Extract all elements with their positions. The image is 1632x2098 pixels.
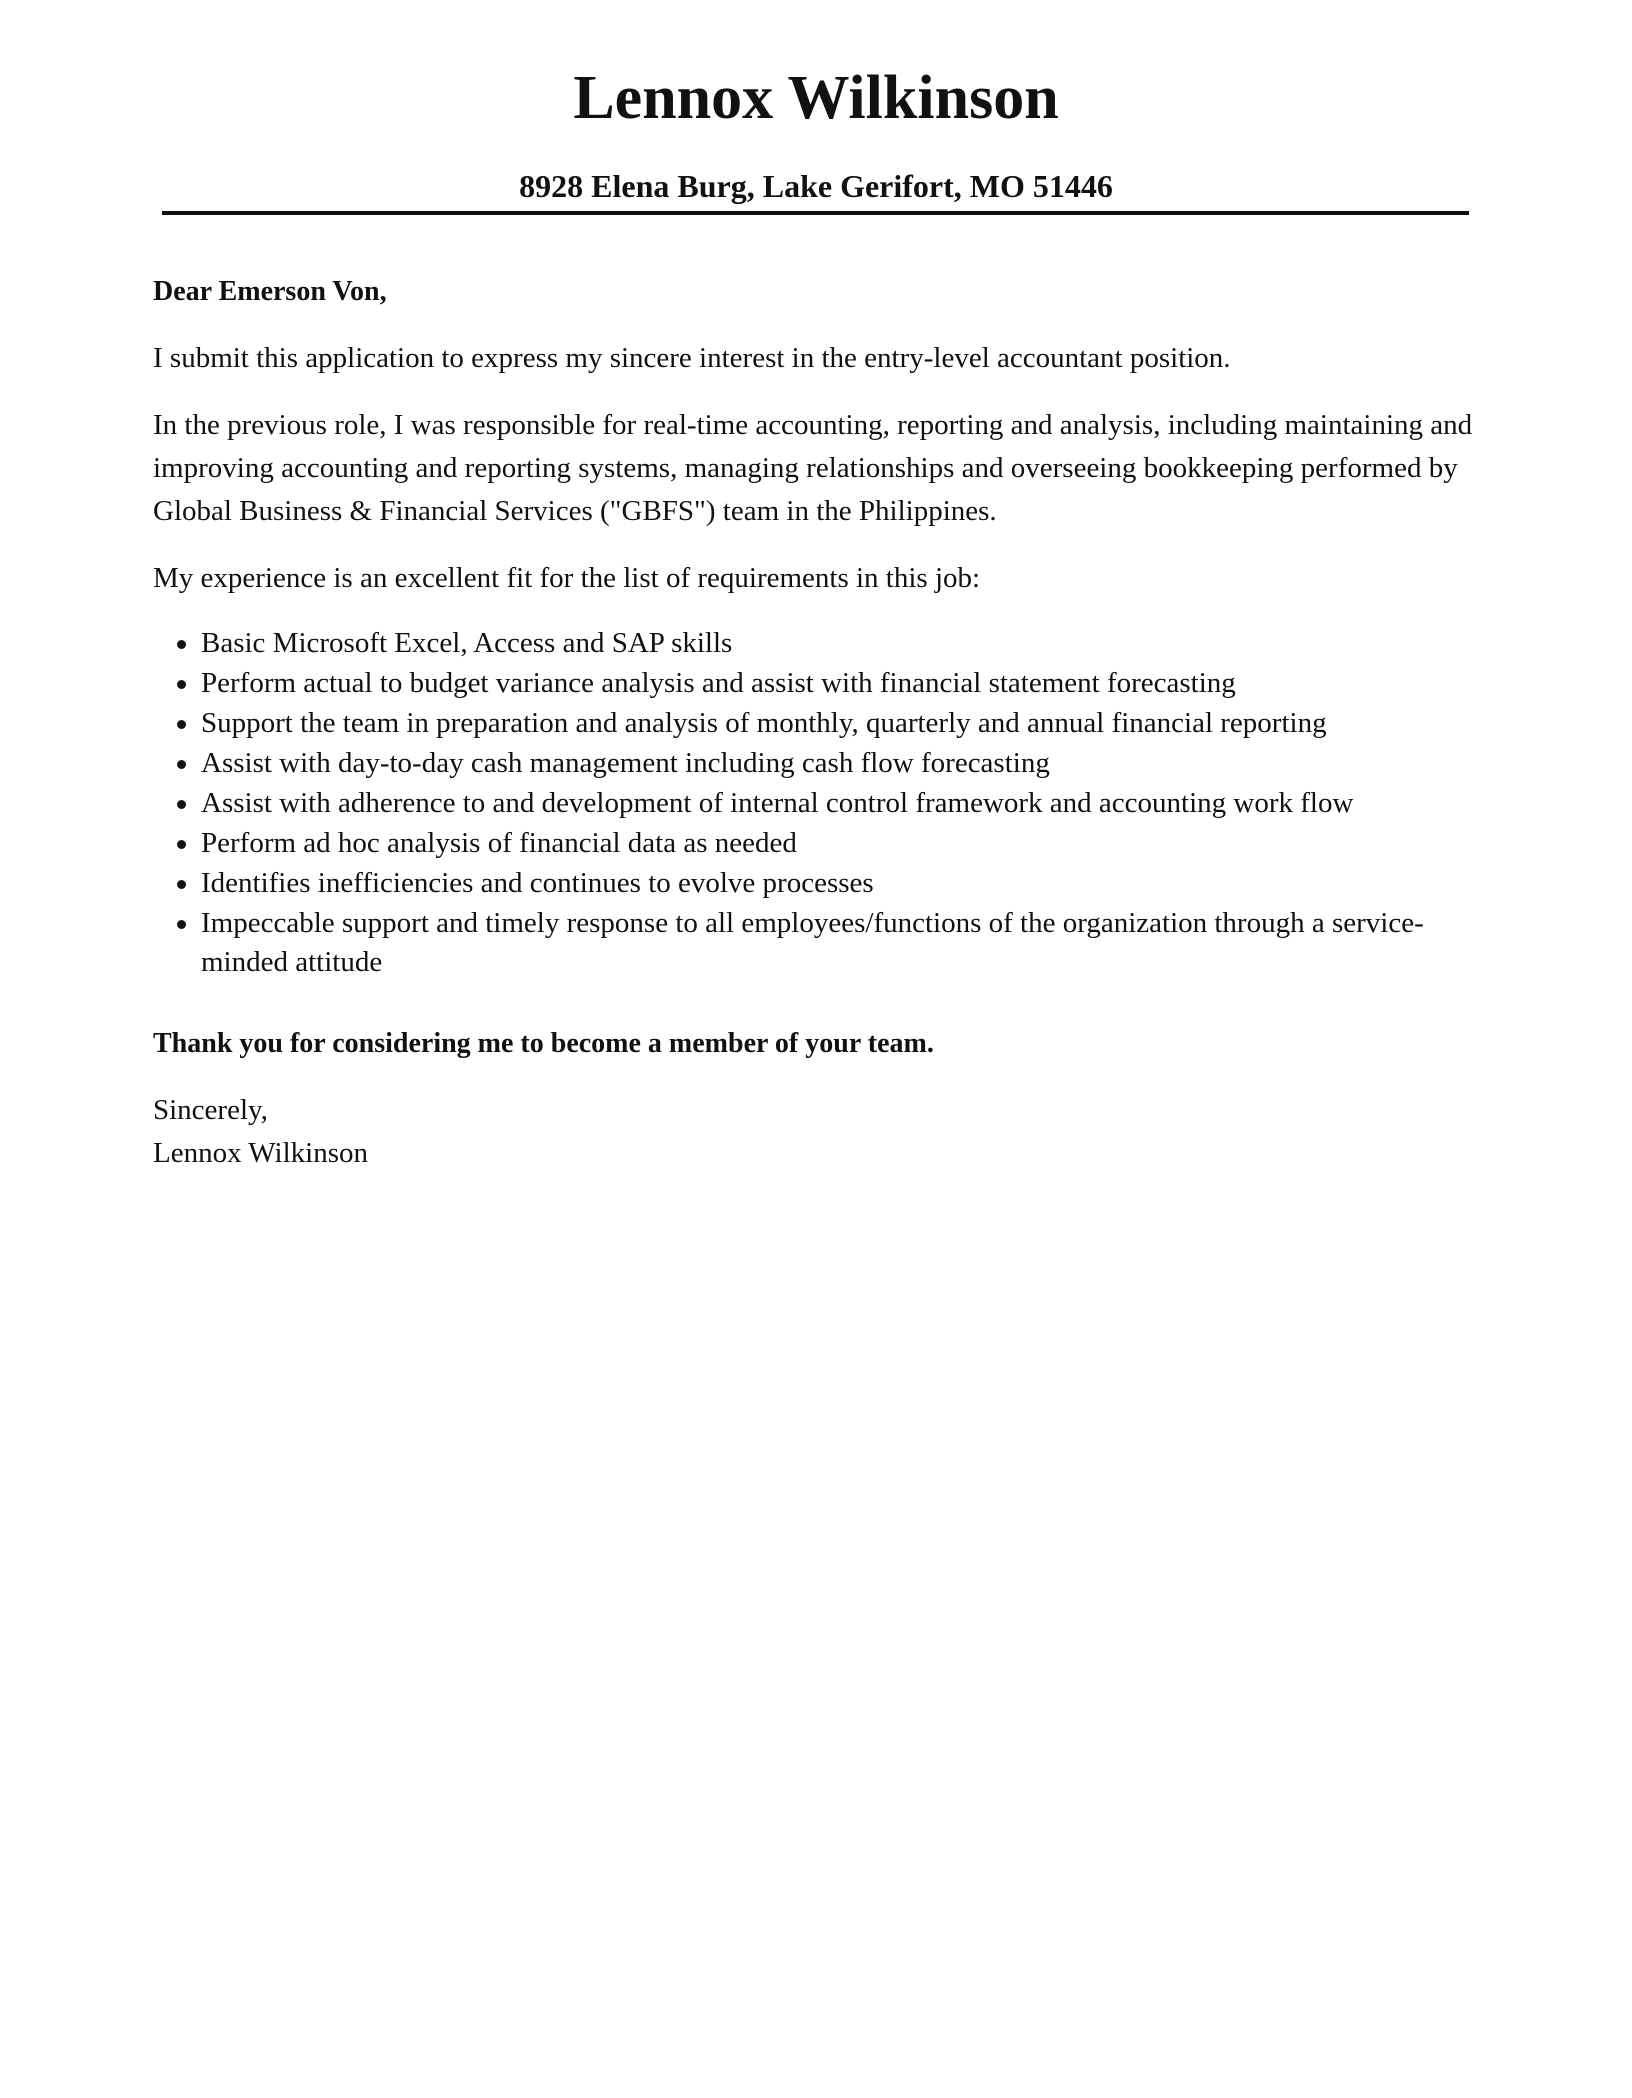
list-item-text: Perform actual to budget variance analysis and assist with financial statement forecasting	[201, 667, 1236, 699]
salutation: Dear Emerson Von,	[153, 276, 387, 307]
list-item-text: Perform ad hoc analysis of financial data as needed	[201, 827, 797, 859]
applicant-name: Lennox Wilkinson	[573, 64, 1059, 132]
list-item	[201, 744, 1483, 783]
closing-block	[153, 1089, 1483, 1175]
list-item	[201, 784, 1483, 823]
signature: Lennox Wilkinson	[153, 1137, 368, 1169]
requirements-list	[153, 624, 1483, 982]
thanks-line: Thank you for considering me to become a member of your team.	[153, 1028, 934, 1059]
letter-body	[153, 270, 1483, 1175]
closing-line: Sincerely,	[153, 1094, 268, 1126]
bullet-icon	[177, 760, 186, 769]
list-item	[201, 624, 1483, 663]
list-item-text: Basic Microsoft Excel, Access and SAP skills	[201, 627, 733, 659]
list-item-text: Impeccable support and timely response to all employees/functions of the organization through a service-minded attitude	[201, 907, 1424, 978]
list-item	[201, 904, 1483, 982]
list-item	[201, 664, 1483, 703]
bullet-icon	[177, 800, 186, 809]
bullet-icon	[177, 720, 186, 729]
intro-paragraph: I submit this application to express my sincere interest in the entry-level accountant position.	[153, 342, 1231, 374]
list-item-text: Identifies inefficiencies and continues to evolve processes	[201, 867, 874, 899]
experience-paragraph: In the previous role, I was responsible for real-time accounting, reporting and analysis, including maintaining and improving accounting and reporting systems, managing relationships and overseeing bookkeeping performed by Global Business & Financial Services ("GBFS") team in the Philippines.	[153, 409, 1473, 527]
header-divider	[162, 211, 1469, 215]
list-item	[201, 824, 1483, 863]
list-item	[201, 864, 1483, 903]
list-item-text: Support the team in preparation and analysis of monthly, quarterly and annual financial reporting	[201, 707, 1327, 739]
bullet-icon	[177, 880, 186, 889]
bullet-icon	[177, 680, 186, 689]
applicant-address: 8928 Elena Burg, Lake Gerifort, MO 51446	[519, 168, 1113, 204]
list-item	[201, 704, 1483, 743]
bullet-icon	[177, 920, 186, 929]
list-item-text: Assist with adherence to and development of internal control framework and accounting work flow	[201, 787, 1354, 819]
bullet-icon	[177, 640, 186, 649]
list-item-text: Assist with day-to-day cash management including cash flow forecasting	[201, 747, 1050, 779]
fit-intro-paragraph: My experience is an excellent fit for the list of requirements in this job:	[153, 562, 981, 594]
bullet-icon	[177, 840, 186, 849]
